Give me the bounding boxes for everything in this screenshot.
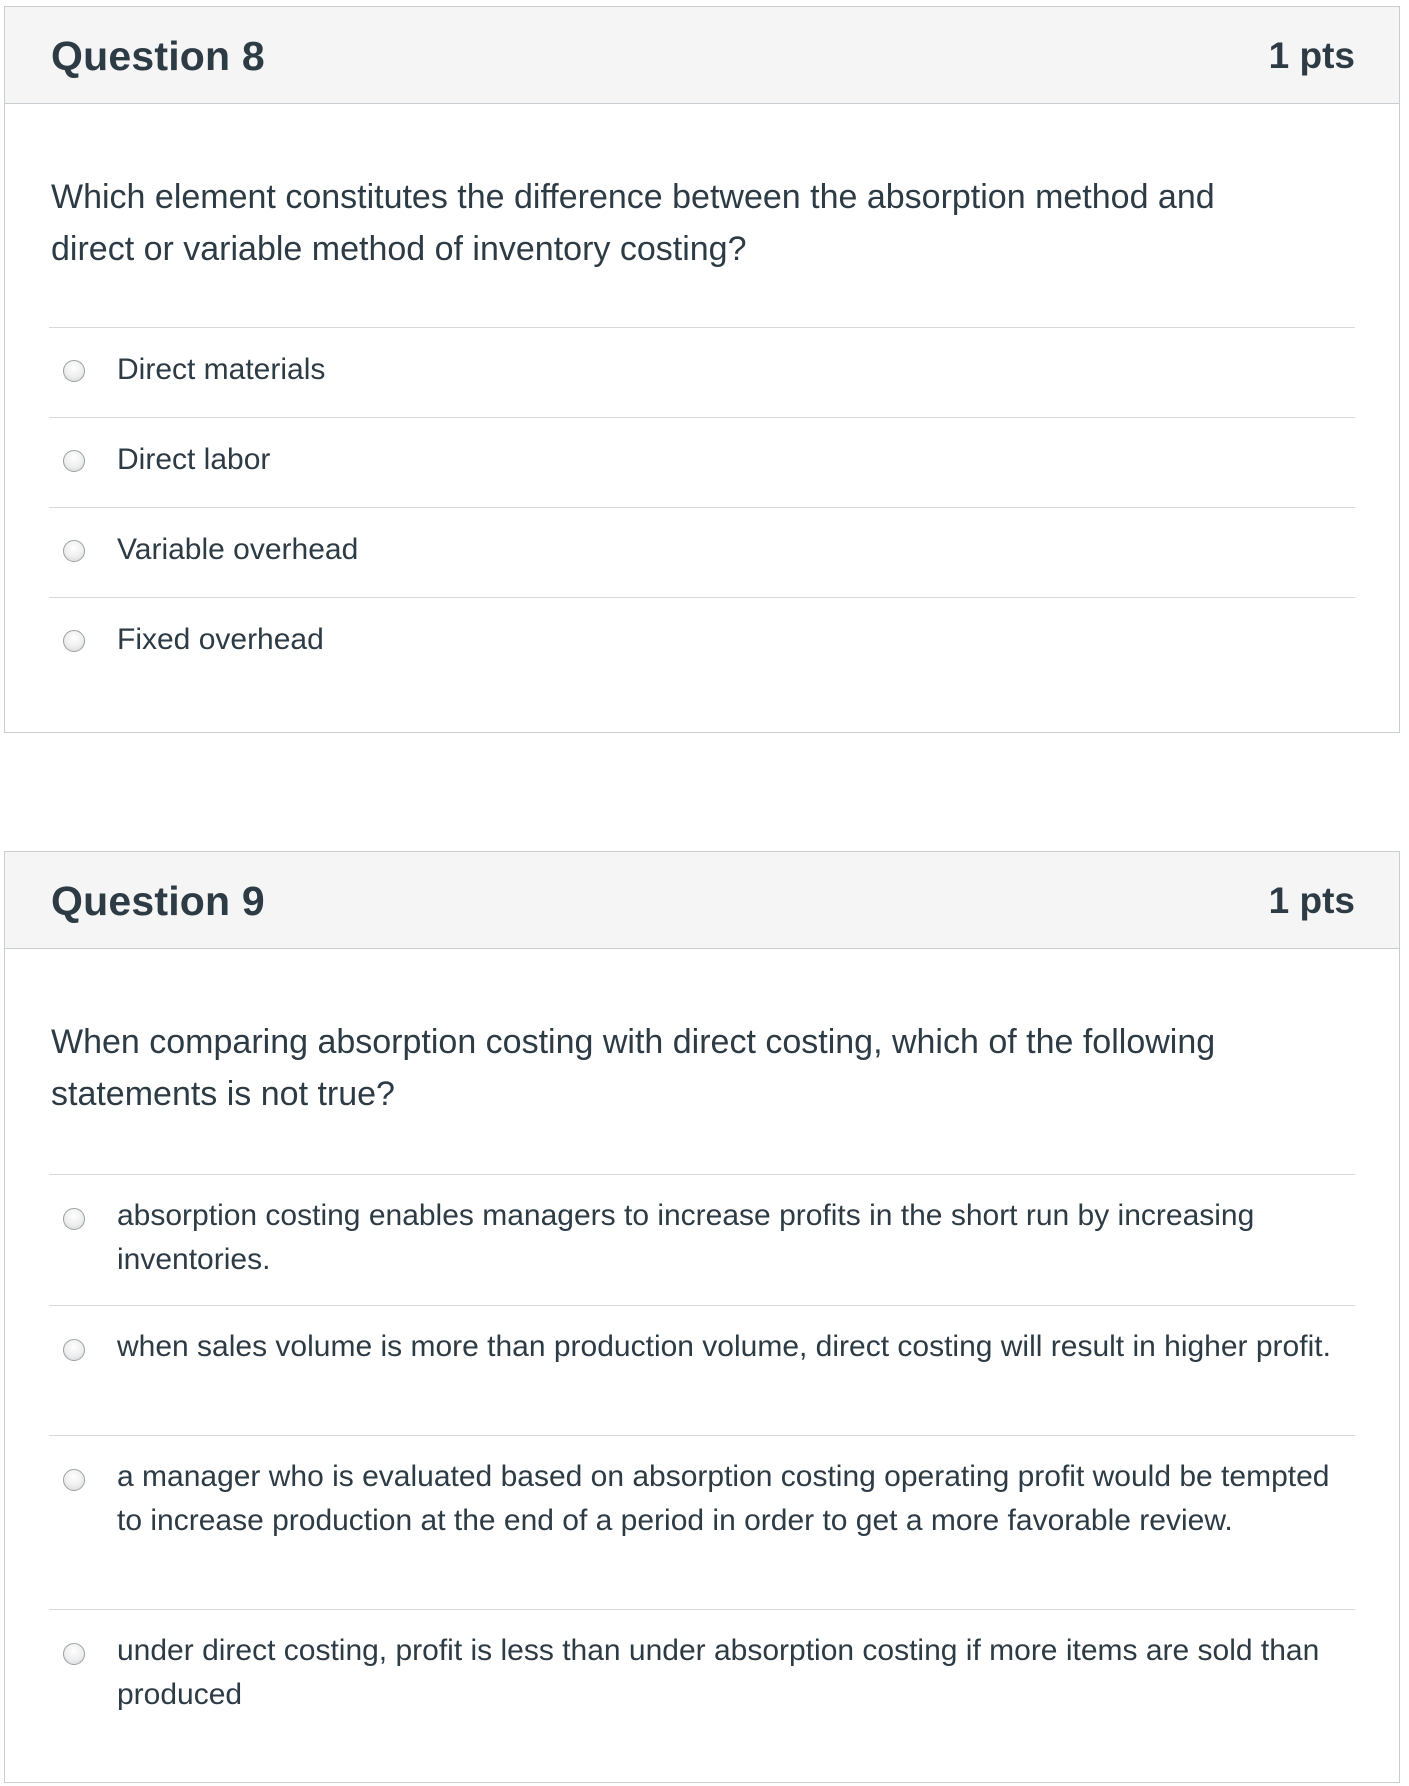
answer-label[interactable]: Direct labor [117,443,271,476]
answer-option[interactable] [49,327,1355,417]
question-header [5,852,1399,949]
radio-button[interactable] [63,1469,85,1491]
answer-label[interactable]: absorption costing enables managers to increase profits in the short run by increasing inventories. [117,1199,1255,1276]
answer-option[interactable] [49,1174,1355,1305]
answer-option[interactable] [49,597,1355,687]
question-points: 1 pts [1268,35,1355,76]
radio-button[interactable] [63,540,85,562]
answer-label[interactable]: under direct costing, profit is less than under absorption costing if more items are sold than produced [117,1634,1320,1711]
answer-label[interactable]: when sales volume is more than production volume, direct costing will result in higher profit. [117,1330,1331,1363]
question-header [5,7,1399,104]
answer-option[interactable] [49,1609,1355,1739]
answer-option[interactable] [49,507,1355,597]
answer-list [49,1174,1355,1739]
answer-label[interactable]: Direct materials [117,353,326,386]
radio-button[interactable] [63,360,85,382]
answer-option[interactable] [49,1305,1355,1435]
answer-option[interactable] [49,1435,1355,1609]
answer-label[interactable]: Variable overhead [117,533,359,566]
answer-label[interactable]: a manager who is evaluated based on absorption costing operating profit would be tempted to increase production at the end of a period in order to get a more favorable review. [117,1460,1330,1537]
question-text: Which element constitutes the difference between the absorption method and direct or variable method of inventory costing? [51,178,1215,268]
question-points: 1 pts [1268,880,1355,921]
answer-option[interactable] [49,417,1355,507]
radio-button[interactable] [63,1208,85,1230]
question-9-card [4,851,1400,1783]
answer-label[interactable]: Fixed overhead [117,623,324,656]
question-title: Question 8 [51,33,265,79]
question-8-card [4,6,1400,733]
question-text: When comparing absorption costing with direct costing, which of the following statements is not true? [51,1023,1216,1113]
answer-list [49,327,1355,687]
radio-button[interactable] [63,630,85,652]
radio-button[interactable] [63,1643,85,1665]
radio-button[interactable] [63,1339,85,1361]
radio-button[interactable] [63,450,85,472]
question-title: Question 9 [51,878,265,924]
